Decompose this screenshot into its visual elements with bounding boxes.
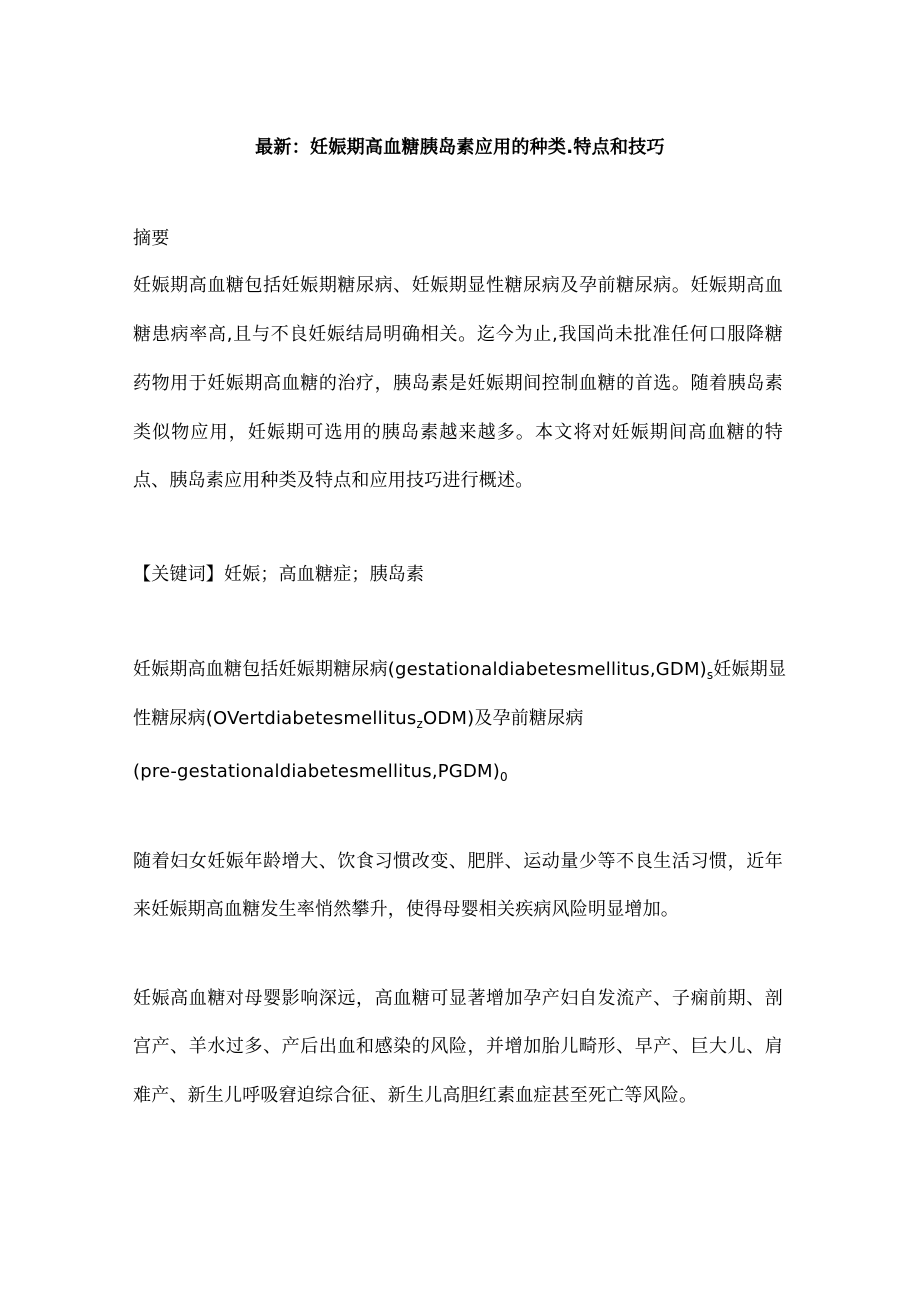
keywords-line: 【关键词】妊娠；高血糖症；胰岛素	[133, 564, 425, 585]
paragraph-line	[133, 758, 508, 787]
subscript-mark: z	[416, 717, 423, 731]
paragraph-line	[133, 656, 787, 685]
document-title: 最新：妊娠期高血糖胰岛素应用的种类.特点和技巧	[255, 137, 665, 158]
abstract-line: 药物用于妊娠期高血糖的治疗，胰岛素是妊娠期间控制血糖的首选。随着胰岛素	[133, 373, 783, 394]
paragraph-line: 来妊娠期高血糖发生率悄然攀升，使得母婴相关疾病风险明显增加。	[133, 899, 679, 920]
paragraph-text: (pre-gestationaldiabetesmellitus,PGDM)	[133, 761, 500, 782]
paragraph-line: 妊娠高血糖对母婴影响深远，高血糖可显著增加孕产妇自发流产、子痫前期、剖	[133, 988, 783, 1009]
abstract-heading: 摘要	[133, 228, 170, 249]
abstract-line: 点、胰岛素应用种类及特点和应用技巧进行概述。	[133, 470, 534, 491]
paragraph-line: 难产、新生儿呼吸窘迫综合征、新生儿高胆红素血症甚至死亡等风险。	[133, 1085, 698, 1106]
paragraph-text: ODM)及孕前糖尿病	[422, 708, 584, 729]
paragraph-text: 妊娠期显	[713, 659, 787, 680]
paragraph-text: 妊娠期高血糖包括妊娠期糖尿病(gestationaldiabetesmellitus,GDM)	[133, 659, 707, 680]
subscript-mark: s	[706, 668, 714, 682]
paragraph-line: 随着妇女妊娠年龄增大、饮食习惯改变、肥胖、运动量少等不良生活习惯，近年	[133, 851, 783, 872]
paragraph-line	[133, 705, 584, 734]
abstract-line: 类似物应用，妊娠期可选用的胰岛素越来越多。本文将对妊娠期间高血糖的特	[133, 422, 783, 443]
subscript-mark: 0	[499, 770, 508, 784]
abstract-line: 妊娠期高血糖包括妊娠期糖尿病、妊娠期显性糖尿病及孕前糖尿病。妊娠期高血	[133, 275, 783, 296]
paragraph-line: 宫产、羊水过多、产后出血和感染的风险，并增加胎儿畸形、早产、巨大儿、肩	[133, 1036, 783, 1057]
abstract-line: 糖患病率高,且与不良妊娠结局明确相关。迄今为止,我国尚未批准任何口服降糖	[133, 324, 783, 345]
paragraph-text: 性糖尿病(OVertdiabetesmellitus	[133, 708, 417, 729]
